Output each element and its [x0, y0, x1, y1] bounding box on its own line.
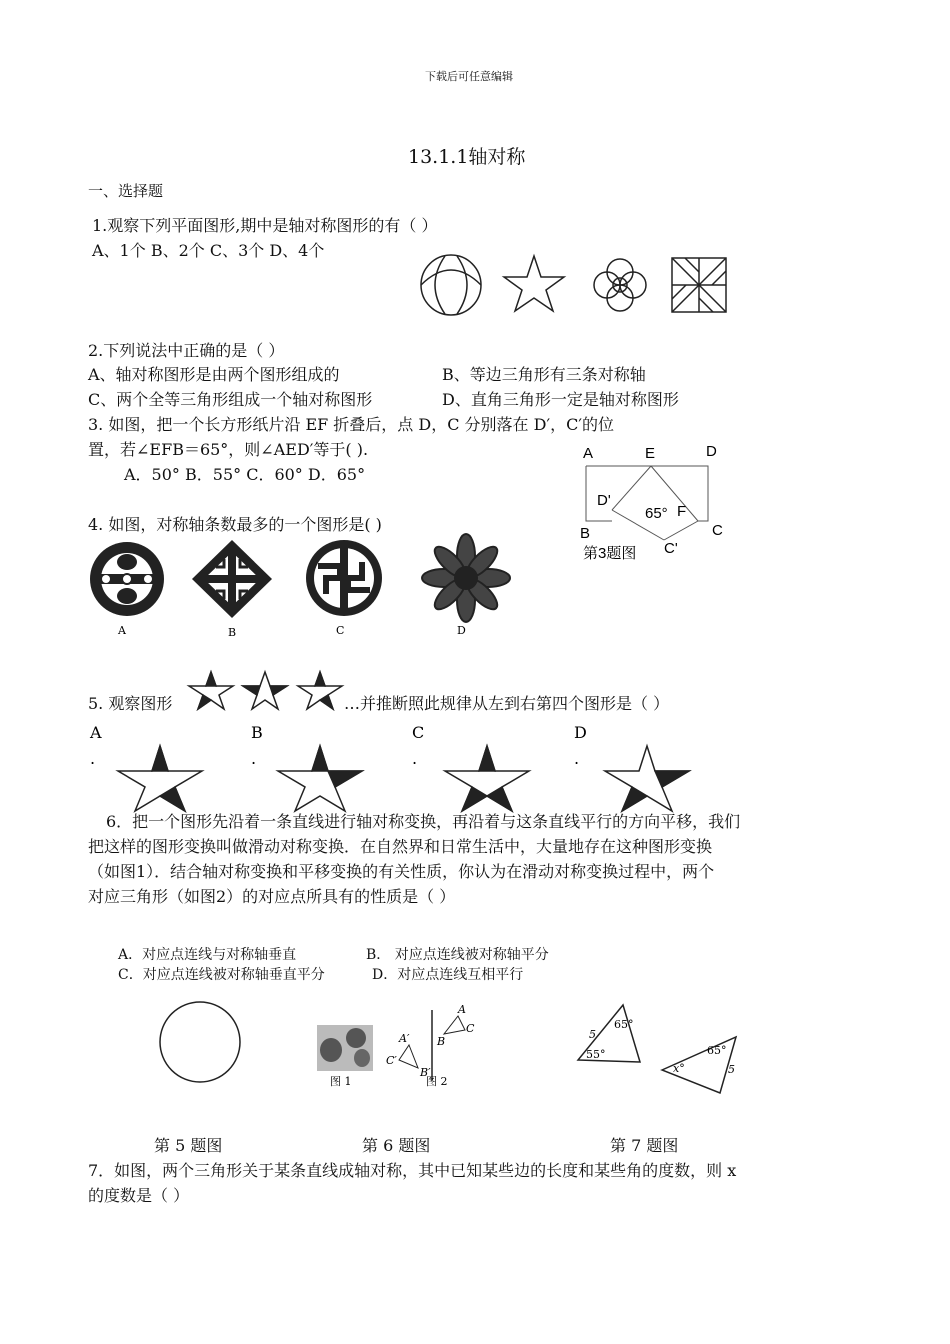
q7-angle-x: x°: [673, 1062, 685, 1075]
q3-label-a: A: [583, 445, 594, 462]
q6-triangle-prime: [399, 1045, 418, 1068]
q5-label-d: D: [574, 723, 587, 742]
q4-label-d: D: [457, 624, 466, 637]
question-6-option-b: B． 对应点连线被对称轴平分: [366, 947, 549, 963]
question-3-options: A．50° B．55° C．60° D．65°: [124, 465, 366, 484]
q3-label-b: B: [580, 525, 591, 542]
q3-label-e: E: [645, 445, 656, 462]
question-1-stem: 1.观察下列平面图形,期中是轴对称图形的有（ ）: [92, 216, 438, 235]
q5-dot-a: .: [90, 749, 96, 768]
q7-angle-2: 55°: [586, 1048, 606, 1061]
q5-label-c: C: [412, 723, 425, 742]
q7-angle-1: 65°: [614, 1018, 634, 1031]
q3-label-c-prime: C': [664, 540, 678, 557]
question-6-line1: 6．把一个图形先沿着一条直线进行轴对称变换，再沿着与这条直线平行的方向平移，我们: [106, 812, 741, 831]
leaf-photo: [317, 1025, 373, 1071]
q4-label-b: B: [228, 626, 237, 639]
question-2-option-b: B、等边三角形有三条对称轴: [442, 365, 646, 384]
caption-fig7: 第 7 题图: [610, 1136, 679, 1155]
q3-label-c: C: [712, 522, 723, 539]
question-4-stem: 4. 如图，对称轴条数最多的一个图形是( ): [88, 515, 382, 534]
q3-label-d: D: [706, 443, 717, 460]
question-1-options: A、1个 B、2个 C、3个 D、4个: [92, 241, 325, 260]
q3-label-angle: 65°: [645, 505, 668, 522]
question-6-option-a: A．对应点连线与对称轴垂直: [118, 947, 297, 963]
q6-triangle-abc: [444, 1016, 465, 1034]
q6-label-a-prime: A′: [399, 1032, 410, 1045]
q3-label-f: F: [677, 503, 687, 520]
question-3-line2: 置，若∠EFB＝65°，则∠AED′等于( ).: [88, 440, 369, 459]
q6-label-b-prime: B′: [420, 1066, 431, 1079]
question-7-line2: 的度数是（ ）: [88, 1186, 190, 1205]
q6-label-c-prime: C′: [386, 1054, 397, 1067]
page-title: 13.1.1轴对称: [408, 146, 526, 168]
q6-fig1-caption: 图 1: [330, 1075, 352, 1088]
question-5-stem-a: 5. 观察图形: [88, 694, 173, 713]
q7-side-2: 5: [728, 1063, 735, 1076]
question-5-stem-b: …并推断照此规律从左到右第四个图形是（ ）: [344, 694, 670, 713]
section-heading: 一、选择题: [88, 182, 164, 200]
q4-label-c: C: [336, 624, 345, 637]
caption-fig6: 第 6 题图: [362, 1136, 431, 1155]
q6-fig2-caption: 图 2: [426, 1075, 448, 1088]
question-6-option-d: D．对应点连线互相平行: [372, 967, 524, 983]
q5-dot-c: .: [412, 749, 418, 768]
question-7-line1: 7．如图，两个三角形关于某条直线成轴对称，其中已知某些边的长度和某些角的度数，则 x: [88, 1161, 737, 1180]
q6-label-a: A: [458, 1003, 466, 1016]
caption-fig5: 第 5 题图: [154, 1136, 223, 1155]
header-note: 下载后可任意编辑: [425, 70, 513, 83]
question-2-option-d: D、直角三角形一定是轴对称图形: [442, 390, 679, 409]
q5-dot-d: .: [574, 749, 580, 768]
q4-label-a: A: [118, 624, 126, 637]
question-2-stem: 2.下列说法中正确的是（ ）: [88, 341, 285, 360]
q5-label-b: B: [251, 723, 263, 742]
q6-label-b: B: [437, 1035, 446, 1048]
question-2-option-c: C、两个全等三角形组成一个轴对称图形: [88, 390, 373, 409]
question-6-line2: 把这样的图形变换叫做滑动对称变换．在自然界和日常生活中，大量地存在这种图形变换: [88, 837, 713, 856]
q7-side-1: 5: [589, 1028, 596, 1041]
q3-caption: 第3题图: [583, 545, 637, 562]
question-3-line1: 3. 如图，把一个长方形纸片沿 EF 折叠后，点 D，C 分别落在 D′，C′的位: [88, 415, 614, 434]
q6-label-c: C: [466, 1022, 475, 1035]
question-6-option-c: C．对应点连线被对称轴垂直平分: [118, 967, 325, 983]
question-6-line3: （如图1）．结合轴对称变换和平移变换的有关性质，你认为在滑动对称变换过程中，两个: [88, 862, 715, 881]
q5-dot-b: .: [251, 749, 257, 768]
q7-angle-3: 65°: [707, 1044, 727, 1057]
question-2-option-a: A、轴对称图形是由两个图形组成的: [88, 365, 340, 384]
q5-label-a: A: [90, 723, 102, 742]
question-6-line4: 对应三角形（如图2）的对应点所具有的性质是（ ）: [88, 887, 456, 906]
q5-answer-circle: [160, 1002, 240, 1082]
q3-label-d-prime: D': [597, 492, 611, 509]
